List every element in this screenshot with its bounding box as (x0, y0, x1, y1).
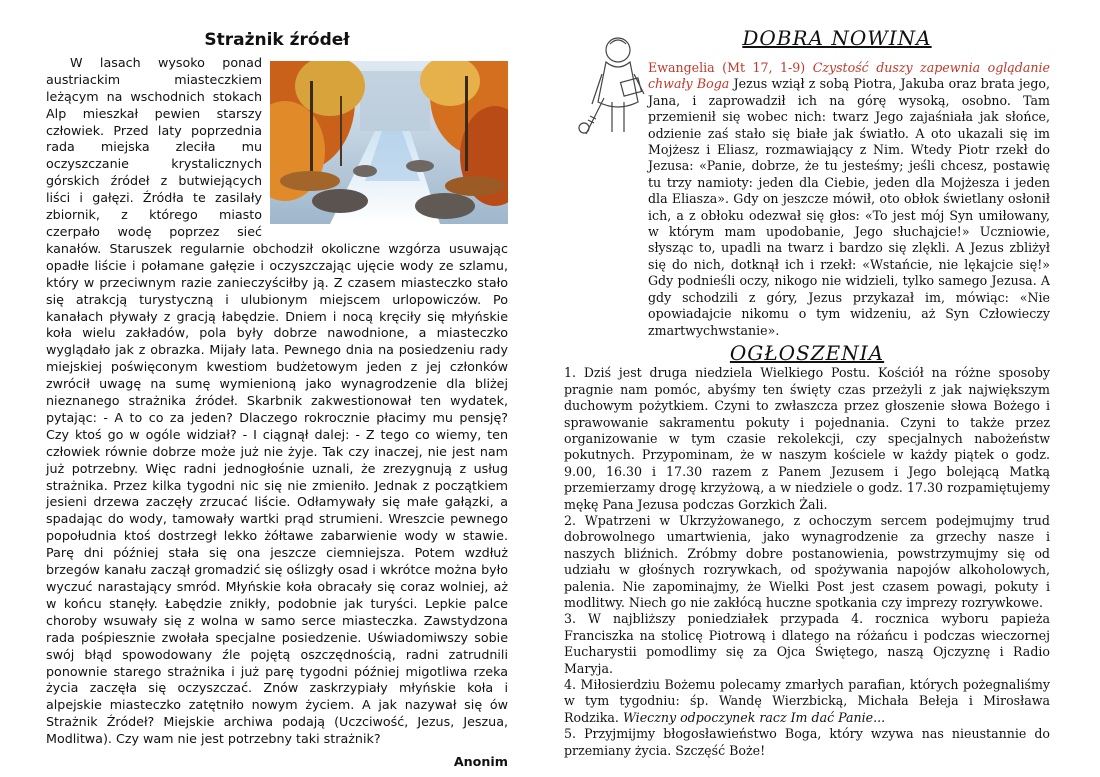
notices-title: OGŁOSZENIA (729, 340, 885, 365)
right-page (550, 0, 1100, 777)
st-peter-icon (576, 28, 656, 140)
autumn-stream-image (270, 61, 508, 224)
notice-item: 3. W najbliższy poniedziałek przypada 4. rocznica wyboru papieża Franciszka na stolicę Piotrową i dlatego na różańcu i podczas wieczornej Eucharystii pomodlimy się za Ojca Świętego, naszą Ojczyznę i Radio Maryja. (564, 611, 1050, 676)
left-page (0, 0, 540, 777)
notice-4-prayer: Wieczny odpoczynek racz Im dać Panie... (622, 709, 886, 725)
notice-item (564, 677, 1050, 726)
story-title: Strażnik źródeł (204, 30, 350, 50)
notice-item: 2. Wpatrzeni w Ukrzyżowanego, z ochoczym sercem podejmujmy trud dobrowolnego umartwienia, jako wynagrodzenie za grzechy nasze i naszych bliźnich. Zróbmy dobre postanowienia, powstrzymujmy się od udziału w głośnych rozrywkach, od spożywania napojów alkoholowych, palenia. Nie zapominajmy, że Wielki Post jest czasem powagi, pokuty i modlitwy. Niech go nie zakłócą huczne spotkania czy imprezy rozrywkowe. (564, 512, 1050, 610)
notice-item: 1. Dziś jest druga niedziela Wielkiego Postu. Kościół na różne sposoby pragnie nam pomóc, abyśmy ten święty czas przeżyli z jak największym duchowym pożytkiem. Czyni to zwłaszcza przez głoszenie słowa Bożego i sprawowanie sakramentu pokuty i pojednania. Czyni to także przez organizowanie w tym czasie rekolekcji, czy specjalnych nabożeństw pokutnych. Przypominam, że w naszym kościele w każdy piątek o godz. 9.00, 16.30 i 17.30 razem z Panem Jezusem i Jego bolejącą Matką przemierzamy drogę krzyżową, a w niedziele o godz. 17.30 rozpamiętujemy mękę Pana Jezusa podczas Gorzkich Żali. (564, 365, 1050, 512)
gospel-body: Jezus wziął z sobą Piotra, Jakuba oraz brata jego, Jana, i zaprowadził ich na górę wysoką, osobno. Tam przemienił się wobec nich: twarz Jego zajaśniała jak słońce, odzienie zaś stało się białe jak światło. A oto ukazali się im Mojżesz i Eliasz, rozmawiający z Nim. Wtedy Piotr rzekł do Jezusa: «Panie, dobrze, że tu jesteśmy; jeśli chcesz, postawię tu trzy namioty: jeden dla Ciebie, jeden dla Mojżesza i jeden dla Eliasza». Gdy on jeszcze mówił, oto obłok świetlany osłonił ich, a z obłoku odezwał się głos: «To jest mój Syn umiłowany, w którym mam upodobanie, Jego słuchajcie!» Uczniowie, słysząc to, upadli na twarz i bardzo się zlękli. A Jezus zbliżył się do nich, dotknął ich i rzekł: «Wstańcie, nie lękajcie się!» Gdy podnieśli oczy, nikogo nie widzieli, tylko samego Jezusa. A gdy schodzili z góry, Jezus przykazał im, mówiąc: «Nie opowiadajcie nikomu o tym widzeniu, aż Syn Człowieczy zmartwychwstanie». (648, 76, 1050, 338)
gospel-motto: Czystość duszy zapewnia oglądanie chwały Boga (648, 60, 1050, 92)
gospel-section-title: DOBRA NOWINA (742, 26, 932, 50)
notice-4-text: 4. Miłosierdziu Bożemu polecamy zmarłych parafian, których pożegnaliśmy w tym tygodniu: śp. Wandę Wierzbicką, Michała Bełeja i Mirosława Rodzika. (564, 677, 1050, 725)
story-paragraph: W lasach wysoko ponad austriackim miasteczkiem leżącym na wschodnich stokach Alp mieszkał pewien starszy człowiek. Przed laty poprzednia rada miejska zleciła mu oczyszczanie krystalicznych górskich źródeł z butwiejących liści i gałęzi. Źródła te zasilały zbiornik, z którego miasto czerpało wodę poprzez sieć kanałów. Staruszek regularnie obchodził okoliczne wzgórza usuwając opadłe liście i połamane gałęzie i oczyszczając ujęcie wody ze szlamu, który w przeciwnym razie zanieczyściłby ją. Z czasem miasteczko stało się atrakcją turystyczną i ulubionym miejscem urlopowiczów. Po kanałach pływały z gracją łabędzie. Dniem i nocą kręciły się młyńskie koła wielu zakładów, pola były dobrze nawodnione, a miasteczko wyglądało jak z obrazka. Mijały lata. Pewnego dnia na posiedzeniu rady miejskiej poświęconym kwestiom budżetowym jeden z jej członków zwrócił uwagę na sumę wymienioną jako wynagrodzenie dla bliżej nieznanego strażnika źródeł. Skarbnik zakwestionował ten wydatek, pytając: - A to co za jeden? Dlaczego rokrocznie płacimy mu pensję? Czy ktoś go w ogóle widział? - I ciągnął dalej: - Z tego co wiemy, ten człowiek równie dobrze może już nie żyje. Tak czy inaczej, nie jest nam już potrzebny. Więc radni jednogłośnie uznali, że zrezygnują z usług strażnika. Przez kilka tygodni nic się nie zmieniło. Jednak z początkiem jesieni drzewa zaczęły zrzucać liście. Odłamywały się małe gałązki, a spadając do wody, tamowały wartki prąd strumieni. Wreszcie pewnego popołudnia ktoś dostrzegł lekko żółtawe zabarwienie wody w stawie. Parę dni później stała się ona jeszcze ciemniejsza. Potem wzdłuż brzegów kanału zaczął gromadzić się oślizgły osad i wkrótce można było wyczuć narastający smród. Młyńskie koła obracały się coraz wolniej, aż w końcu stanęły. Łabędzie znikły, podobnie jak turyści. Lepkie palce choroby wsuwały się z wolna w samo serce miasteczka. Zawstydzona rada pośpiesznie zwołała specjalne posiedzenie. Uświadomiwszy sobie swój błąd spowodowany źle pojętą oszczędnością, radni zatrudnili ponownie starego strażnika i już parę tygodni później migotliwa rzeka życia zaczęła się oczyszczać. Znów zaskrzypiały młyńskie koła i alpejskie miasteczko zatętniło nowym życiem. A jak nazywał się ów Strażnik Źródeł? Miejskie archiwa podają (Uczciwość, Jezus, Jeszua, Modlitwa). Czy wam nie jest potrzebny taki strażnik? (46, 54, 508, 747)
story-text (46, 55, 508, 748)
story-author: Anonim (453, 754, 508, 770)
notice-item: 5. Przyjmijmy błogosławieństwo Boga, który wzywa nas nieustannie do przemiany życia. Szczęść Boże! (564, 726, 1050, 758)
gospel-reference: Ewangelia (Mt 17, 1-9) (648, 60, 806, 75)
gospel-header (564, 26, 1050, 60)
